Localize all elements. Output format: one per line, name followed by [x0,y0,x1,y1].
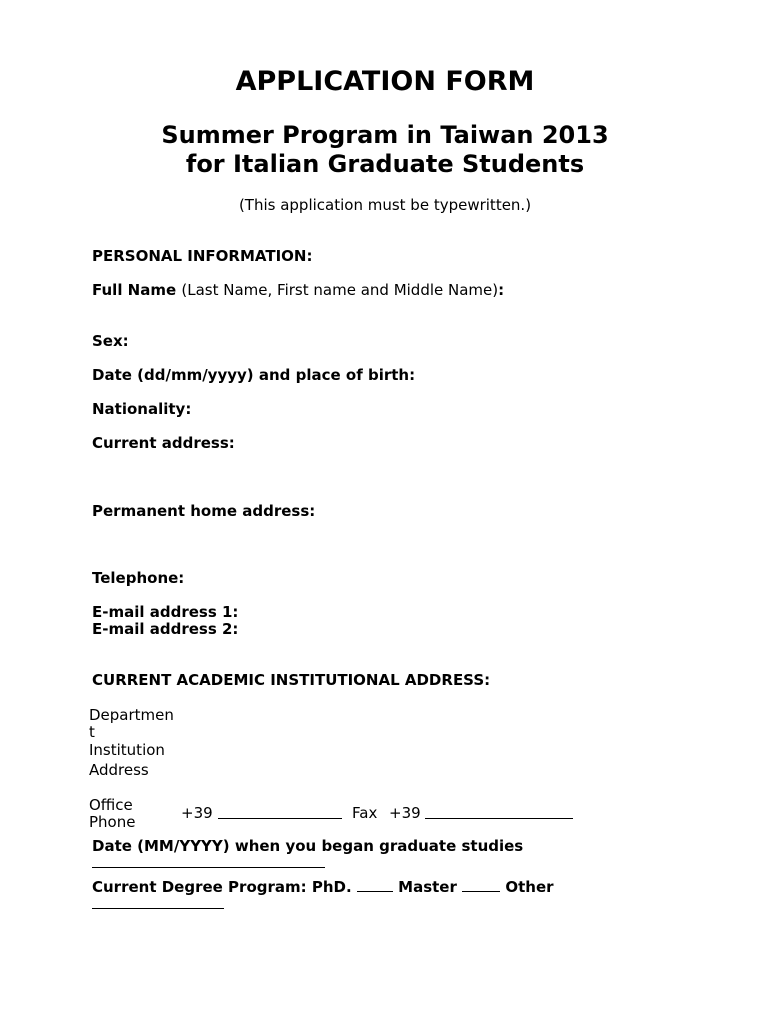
degree-program-label: Current Degree Program: PhD. [92,878,352,896]
fax-label: Fax [352,804,378,822]
full-name-bold: Full Name [92,281,177,299]
office-label-line-2: Phone [89,813,136,831]
current-address-label: Current address: [92,434,235,452]
grad-date-label: Date (MM/YYYY) when you began graduate studies [92,837,524,855]
personal-info-heading: PERSONAL INFORMATION: [92,247,313,265]
other-blank[interactable] [92,908,224,909]
other-label: Other [505,878,554,896]
sex-label: Sex: [92,332,129,350]
office-phone-blank[interactable] [218,818,342,819]
fax-blank[interactable] [425,818,573,819]
office-phone-prefix: +39 [181,804,213,822]
telephone-label: Telephone: [92,569,185,587]
birth-label: Date (dd/mm/yyyy) and place of birth: [92,366,416,384]
master-label: Master [398,878,457,896]
grad-date-blank[interactable] [92,867,325,868]
permanent-address-label: Permanent home address: [92,502,316,520]
full-name-label [92,281,504,299]
nationality-label: Nationality: [92,400,192,418]
office-label-line-1: Office [89,796,133,814]
subtitle-line-1: Summer Program in Taiwan 2013 [161,121,609,149]
subtitle-line-2: for Italian Graduate Students [185,150,585,178]
degree-program-row [92,877,554,896]
institution-label: Institution [89,741,165,759]
typewritten-note: (This application must be typewritten.) [238,196,532,214]
full-name-colon: : [498,281,505,299]
academic-address-heading: CURRENT ACADEMIC INSTITUTIONAL ADDRESS: [92,671,491,689]
phd-blank[interactable] [357,877,393,892]
department-label-line-1: Departmen [89,706,174,724]
form-title: APPLICATION FORM [235,66,535,97]
master-blank[interactable] [462,877,500,892]
program-subtitle [0,121,770,179]
department-label-line-2: t [89,723,95,741]
fax-prefix: +39 [389,804,421,822]
email-1-label: E-mail address 1: [92,603,239,621]
full-name-hint: (Last Name, First name and Middle Name) [181,281,499,299]
email-2-label: E-mail address 2: [92,620,239,638]
address-label: Address [89,761,149,779]
